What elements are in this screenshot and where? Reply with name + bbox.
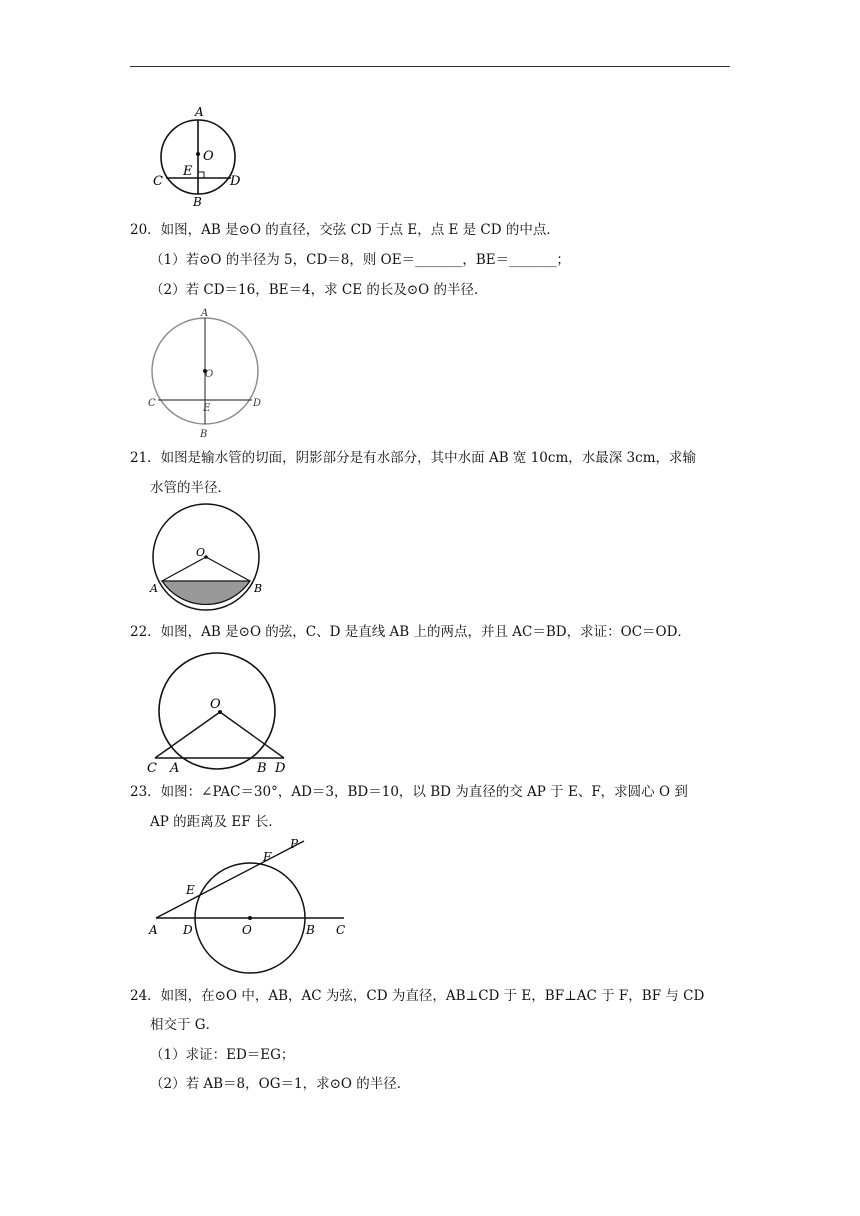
ray-ap [156,841,304,918]
q24-line1: 24．如图，在⊙O 中，AB，AC 为弦，CD 为直径，AB⊥CD 于 E，BF⊥AC 于 F，BF 与 CD [130,988,705,1004]
center-dot [196,152,200,156]
header-rule [130,66,730,67]
right-angle-mark [198,172,204,178]
figure-21 [144,502,274,612]
q24-part2: （2）若 AB＝8，OG＝1，求⊙O 的半径． [150,1076,411,1092]
segment-oa [162,557,206,581]
q20-part1: （1）若⊙O 的半径为 5，CD＝8，则 OE＝_______，BE＝_______； [150,252,570,268]
label-d: D [183,923,193,937]
q21-line1: 21．如图是输水管的切面，阴影部分是有水部分，其中水面 AB 宽 10cm，水最深 3cm，求输 [130,450,697,466]
label-b: B [193,195,202,209]
label-a: A [150,582,158,595]
label-b: B [306,923,315,937]
label-a: A [170,761,180,776]
label-o: O [210,697,221,712]
label-o: O [242,923,252,937]
figure-23 [144,836,354,942]
q22-stem: 22．如图，AB 是⊙O 的弦，C、D 是直线 AB 上的两点，并且 AC＝BD，求证：OC＝OD． [130,624,691,640]
q20-part2: （2）若 CD＝16，BE＝4，求 CE 的长及⊙O 的半径． [150,282,488,298]
label-a: A [195,105,204,119]
q23-line1: 23．如图：∠PAC＝30°，AD＝3，BD＝10，以 BD 为直径的交 AP 于 E、F，求圆心 O 到 [130,784,688,800]
label-p: P [290,837,299,851]
center-dot [248,916,252,920]
label-e: E [203,403,211,414]
segment-ob [206,557,250,581]
label-d: D [253,398,262,409]
q23-line2: AP 的距离及 EF 长． [150,814,282,830]
q24-line2: 相交于 G． [150,1017,220,1033]
q24-part1: （1）求证：ED＝EG； [150,1047,295,1063]
label-e: E [183,164,193,179]
q20-stem: 20．如图，AB 是⊙O 的直径，交弦 CD 于点 E，点 E 是 CD 的中点． [130,222,560,238]
label-b: B [254,582,263,595]
figure-19 [150,104,250,208]
figure-20 [144,306,274,442]
label-a: A [149,923,158,937]
label-c: C [147,761,157,776]
label-o: O [196,546,206,559]
label-o: O [205,369,214,380]
label-a: A [201,308,209,319]
label-d: D [230,174,241,189]
label-e: E [186,883,195,897]
label-b: B [200,429,208,440]
q21-line2: 水管的半径． [150,480,231,496]
label-d: D [275,761,286,776]
label-o: O [203,149,214,164]
label-c: C [148,398,156,409]
figure-22 [144,648,294,776]
label-b: B [257,761,267,776]
label-c: C [336,923,346,937]
label-f: F [263,850,272,864]
label-c: C [153,174,163,189]
